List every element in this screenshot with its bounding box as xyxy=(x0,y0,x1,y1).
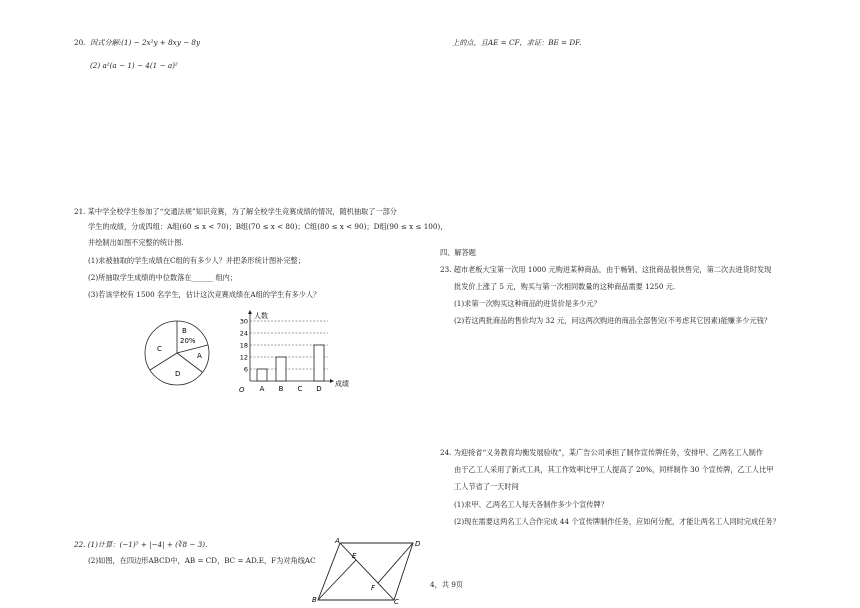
x-tick-label-A: A xyxy=(259,385,265,393)
q21-sub3: (3)若该学校有 1500 名学生，估计这次竞赛成绩在A组的学生有多少人？ xyxy=(88,290,321,299)
q23-line2: 批发价上涨了 5 元，购买与第一次相同数量的这种商品需要 1250 元. xyxy=(454,282,676,291)
q21-line2: 学生的成绩，分成四组：A组(60 ≤ x < 70)；B组(70 ≤ x < 80)；C组(80 ≤ x < 90)；D组(90 ≤ x ≤ 100)， xyxy=(88,222,448,231)
bar-chart-origin: O xyxy=(239,386,245,394)
q24-line2: 由于乙工人采用了新式工具，其工作效率比甲工人提高了 20%，同样制作 30 个宣传牌，乙工人比甲 xyxy=(454,465,774,474)
bar-A xyxy=(257,369,267,381)
q20-part1: 因式分解:(1) − 2x²y + 8xy − 8y xyxy=(90,38,201,47)
y-tick-label: 30 xyxy=(239,317,248,326)
q20-part2: (2) a²(a − 1) − 4(1 − a)² xyxy=(90,61,178,70)
pt-d: D xyxy=(415,540,421,548)
bar-B xyxy=(276,357,286,381)
pt-c: C xyxy=(394,598,399,606)
q23-sub1: (1)求第一次购买这种商品的进货价是多少元？ xyxy=(454,299,601,308)
q21-sub1: (1)求被抽取的学生成绩在C组的有多少人？并把条形统计图补完整； xyxy=(88,256,305,265)
section-heading: 四、解答题 xyxy=(440,248,476,257)
page-footer: 4，共 9页 xyxy=(430,580,463,589)
pie-label-b: B xyxy=(182,327,187,335)
x-tick-label-B: B xyxy=(278,385,284,393)
q22-line2: (2)如图，在四边形ABCD中，AB = CD，BC = AD.E，F为对角线AC xyxy=(88,556,316,565)
pt-f: F xyxy=(371,584,376,592)
pie-chart xyxy=(142,318,212,388)
y-tick-label: 18 xyxy=(239,341,248,350)
pie-label-d: D xyxy=(175,370,181,378)
bar-chart xyxy=(232,308,352,398)
pie-label-b-pct: 20% xyxy=(180,337,196,345)
q21-line1: 21. 某中学全校学生参加了“交通法规”知识竞赛，为了解全校学生竞赛成绩的情况，随机抽取了一部分 xyxy=(74,207,397,216)
x-tick-label-C: C xyxy=(297,385,303,393)
q22-continuation: 上的点，且AE = CF，求证：BE = DF. xyxy=(452,38,582,47)
q22-line1: 22. (1)计算：(−1)⁵ + |−4| + (∛8 − 3). xyxy=(74,540,208,549)
bar-D xyxy=(314,345,324,381)
y-tick-label: 24 xyxy=(239,329,248,338)
q24-line3: 工人节省了一天时间 xyxy=(454,482,519,491)
q23-line1: 23. 超市老板大宝第一次用 1000 元购进某种商品，由于畅销，这批商品很快售完，第二次去进货时发现 xyxy=(440,265,772,274)
q23-sub2: (2)若这两批商品的售价均为 32 元，问这两次购进的商品全部售完(不考虑其它因素)能赚多少元钱？ xyxy=(454,316,772,325)
parallelogram-figure xyxy=(310,538,425,606)
y-tick-label: 6 xyxy=(243,365,248,374)
pt-a: A xyxy=(335,538,340,545)
pie-label-a: A xyxy=(197,352,202,360)
pt-e: E xyxy=(352,552,357,560)
q20-number: 20. xyxy=(74,38,86,47)
x-tick-label-D: D xyxy=(316,385,322,393)
y-tick-label: 12 xyxy=(239,353,248,362)
q24-line1: 24. 为迎接省“义务教育均衡发展验收”，某广告公司承担了制作宣传牌任务，安排甲、乙两名工人制作 xyxy=(440,448,763,457)
q24-sub2: (2)现在需要这两名工人合作完成 44 个宣传牌制作任务，应如何分配，才能让两名工人同时完成任务？ xyxy=(454,517,780,526)
pt-b: B xyxy=(312,596,317,604)
bar-chart-xlabel: 成绩 xyxy=(335,380,349,388)
q21-line3: 并绘制出如图不完整的统计图. xyxy=(88,238,184,247)
q21-sub2: (2)所抽取学生成绩的中位数落在______ 组内； xyxy=(88,273,238,282)
pie-label-c: C xyxy=(157,345,162,353)
bar-chart-ylabel: 人数 xyxy=(254,312,268,320)
q24-sub1: (1)求甲、乙两名工人每天各制作多少个宣传牌？ xyxy=(454,500,608,509)
